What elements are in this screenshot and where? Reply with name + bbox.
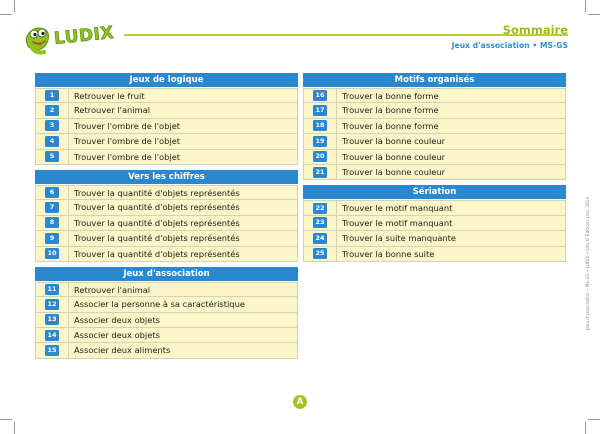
activity-label: Trouver la quantité d'objets représentés: [74, 233, 240, 244]
activity-label: Trouver la quantité d'objets représentés: [74, 187, 240, 198]
number-cell: [36, 200, 69, 214]
logo-text: LUDIX: [53, 22, 115, 50]
page-number-badge: 4: [45, 136, 59, 147]
number-cell: [304, 89, 337, 102]
page-number-badge: 23: [313, 217, 327, 228]
toc-row: [303, 103, 566, 118]
toc-row: [303, 200, 566, 215]
toc-section: [303, 73, 566, 180]
page-number-badge: 24: [313, 233, 327, 244]
toc-row: [35, 88, 298, 103]
activity-label: Trouver la bonne couleur: [342, 166, 446, 177]
page-number-badge: 17: [313, 105, 327, 116]
toc-row: [35, 134, 298, 149]
page-subtitle: Jeux d'association • MS-GS: [451, 41, 568, 50]
toc-section: [35, 267, 298, 359]
toc-row: [303, 119, 566, 134]
toc-row: [35, 200, 298, 215]
vertical-credit: Jeux d'association • MS-GS • LUDIX • Lito © Éditions Lito, 2014: [585, 197, 590, 330]
activity-label: Trouver le motif manquant: [342, 203, 453, 214]
number-cell: [36, 134, 69, 148]
page-number-badge: 21: [313, 167, 327, 178]
activity-label: Trouver la quantité d'objets représentés: [74, 248, 240, 259]
activity-label: Associer deux objets: [74, 330, 160, 341]
number-cell: [36, 343, 69, 357]
number-cell: [36, 103, 69, 117]
toc-row: [35, 313, 298, 328]
toc-row: [35, 282, 298, 297]
activity-label: Trouver la bonne forme: [342, 105, 439, 116]
number-cell: [36, 119, 69, 133]
ludix-logo: [22, 16, 122, 58]
activity-label: Trouver l'ombre de l'objet: [74, 136, 181, 147]
crop-mark: [585, 0, 586, 12]
page-number-badge: 15: [45, 345, 59, 356]
number-cell: [304, 150, 337, 164]
number-cell: [36, 150, 69, 164]
activity-label: Trouver l'ombre de l'objet: [74, 151, 181, 162]
toc-section: [35, 73, 298, 165]
number-cell: [304, 134, 337, 148]
number-cell: [304, 201, 337, 214]
toc-row: [35, 216, 298, 231]
page-number-badge: 10: [45, 248, 59, 259]
page-number-badge: 11: [45, 284, 59, 295]
section-header: Vers les chiffres: [35, 170, 298, 184]
left-column: [35, 73, 298, 364]
activity-label: Trouver la bonne suite: [342, 248, 435, 259]
toc-row: [35, 328, 298, 343]
activity-label: Trouver la quantité d'objets représentés: [74, 217, 240, 228]
crop-mark: [14, 0, 15, 12]
page-letter-badge: A: [293, 395, 307, 409]
page-number-badge: 22: [313, 203, 327, 214]
activity-label: Trouver la bonne forme: [342, 120, 439, 131]
number-cell: [36, 216, 69, 230]
number-cell: [304, 119, 337, 133]
toc-row: [35, 231, 298, 246]
page-number-badge: 3: [45, 120, 59, 131]
number-cell: [36, 186, 69, 199]
activity-label: Trouver la suite manquante: [342, 233, 457, 244]
crop-mark: [14, 422, 15, 434]
toc-row: [35, 247, 298, 262]
toc-row: [35, 343, 298, 358]
page-number-badge: 2: [45, 105, 59, 116]
number-cell: [304, 165, 337, 179]
page-number-badge: 18: [313, 120, 327, 131]
toc-section: [35, 170, 298, 262]
section-header: Sériation: [303, 185, 566, 199]
toc-row: [303, 150, 566, 165]
page-number-badge: 13: [45, 314, 59, 325]
activity-label: Trouver la quantité d'objets représentés: [74, 202, 240, 213]
number-cell: [36, 231, 69, 245]
section-header: Jeux d'association: [35, 267, 298, 281]
header-rule: [124, 34, 568, 36]
crop-mark: [588, 14, 600, 15]
page-number-badge: 12: [45, 299, 59, 310]
number-cell: [36, 313, 69, 327]
page-number-badge: 9: [45, 233, 59, 244]
crop-mark: [585, 422, 586, 434]
activity-label: Associer deux aliments: [74, 345, 171, 356]
number-cell: [36, 328, 69, 342]
activity-label: Trouver la bonne forme: [342, 91, 439, 101]
activity-label: Retrouver l'animal: [74, 284, 151, 295]
right-column: [303, 73, 566, 267]
activity-label: Trouver la bonne couleur: [342, 136, 446, 147]
crop-mark: [0, 14, 12, 15]
toc-row: [303, 216, 566, 231]
toc-row: [303, 231, 566, 246]
page-number-badge: 7: [45, 202, 59, 213]
crop-mark: [588, 419, 600, 420]
toc-section: [303, 185, 566, 262]
activity-label: Associer la personne à sa caractéristique: [74, 299, 245, 310]
toc-row: [35, 150, 298, 165]
page-number-badge: 6: [45, 187, 59, 198]
number-cell: [304, 247, 337, 261]
activity-label: Trouver l'ombre de l'objet: [74, 120, 181, 131]
number-cell: [304, 103, 337, 117]
toc-row: [35, 119, 298, 134]
section-header: Motifs organisés: [303, 73, 566, 87]
number-cell: [36, 89, 69, 102]
number-cell: [304, 216, 337, 230]
toc-row: [303, 134, 566, 149]
page-number-badge: 14: [45, 330, 59, 341]
page-number-badge: 5: [45, 151, 59, 162]
toc-row: [303, 247, 566, 262]
page-number-badge: 19: [313, 136, 327, 147]
toc-row: [35, 297, 298, 312]
activity-label: Retrouver le fruit: [74, 91, 145, 101]
activity-label: Trouver la bonne couleur: [342, 151, 446, 162]
number-cell: [36, 283, 69, 296]
number-cell: [36, 247, 69, 261]
toc-row: [35, 185, 298, 200]
crop-mark: [0, 419, 12, 420]
section-header: Jeux de logique: [35, 73, 298, 87]
activity-label: Associer deux objets: [74, 314, 160, 325]
toc-row: [303, 88, 566, 103]
number-cell: [304, 231, 337, 245]
page-number-badge: 8: [45, 217, 59, 228]
activity-label: Trouver le motif manquant: [342, 217, 453, 228]
toc-row: [303, 165, 566, 180]
page-number-badge: 1: [45, 90, 59, 101]
page-number-badge: 20: [313, 151, 327, 162]
activity-label: Retrouver l'animal: [74, 105, 151, 116]
page-title: Sommaire: [502, 23, 568, 37]
toc-row: [35, 103, 298, 118]
number-cell: [36, 297, 69, 311]
page-number-badge: 16: [313, 90, 327, 101]
page-number-badge: 25: [313, 248, 327, 259]
